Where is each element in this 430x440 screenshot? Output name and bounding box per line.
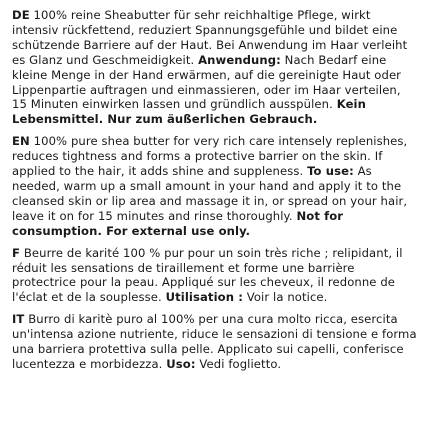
- lang-code-en: EN: [12, 134, 30, 149]
- use-label-en: To use:: [307, 164, 354, 179]
- use-label-de: Anwendung:: [198, 52, 281, 67]
- use-text-de: Nach Bedarf eine kleine Menge in der Hand erwärmen, auf die gereinigte Haut oder Lippenpartie auftragen und einmassieren, oder im Haar verteilen, 15 Minuten einwirken lassen und gründlich ausspülen.: [12, 52, 402, 112]
- section-it: [12, 312, 418, 372]
- intro-en: 100% pure shea butter for very rich care intensely replenishes, reduces tightness and forms a protective barrier on the skin. If applied to the hair, it adds shine and suppleness.: [12, 134, 408, 179]
- warning-de: Kein Lebensmittel. Nur zum äußerlichen Gebrauch.: [12, 97, 366, 127]
- intro-fr: Beurre de karité 100 % pur pour un soin très riche ; relipidant, il réduit les sensations de tiraillement et forme une barrière protectrice pour la peau. Appliqué sur les cheveux, il redonne de l'éclat et de la souplesse.: [12, 245, 403, 305]
- use-text-it: Vedi foglietto.: [199, 356, 282, 371]
- lang-code-it: IT: [12, 312, 25, 327]
- use-text-en: As needed, warm up a small amount in your hand and apply it to the cleansed skin or lip area and massage it in, or spread on your hair, leave it on for 15 minutes and rinse thoroughly.: [12, 164, 408, 223]
- lang-code-fr: F: [12, 245, 21, 260]
- intro-de: 100% reine Sheabutter für sehr reichhaltige Pflege, wirkt intensiv rückfettend, reduziert Spannungsgefühle und bildet eine schützende Barriere auf der Haut. Bei Anwendung im Haar verleiht es Glanz und Geschmeidigkeit.: [12, 8, 408, 67]
- section-de: [12, 8, 418, 127]
- section-en: [12, 134, 418, 238]
- lang-code-de: DE: [12, 8, 30, 22]
- section-fr: [12, 246, 418, 306]
- intro-it: Burro di karitè puro al 100% per una cura molto ricca, esercita un'intensa azione nutriente, riduce le sensazioni di tensione e forma una barriera protettiva sulla pelle. Applicato sui capelli, conferisce lucentezza e morbidezza.: [12, 312, 417, 371]
- use-text-fr: Voir la notice.: [246, 290, 328, 305]
- use-label-it: Uso:: [166, 356, 196, 371]
- use-label-fr: Utilisation :: [165, 290, 243, 305]
- warning-en: Not for consumption. For external use only.: [12, 208, 344, 238]
